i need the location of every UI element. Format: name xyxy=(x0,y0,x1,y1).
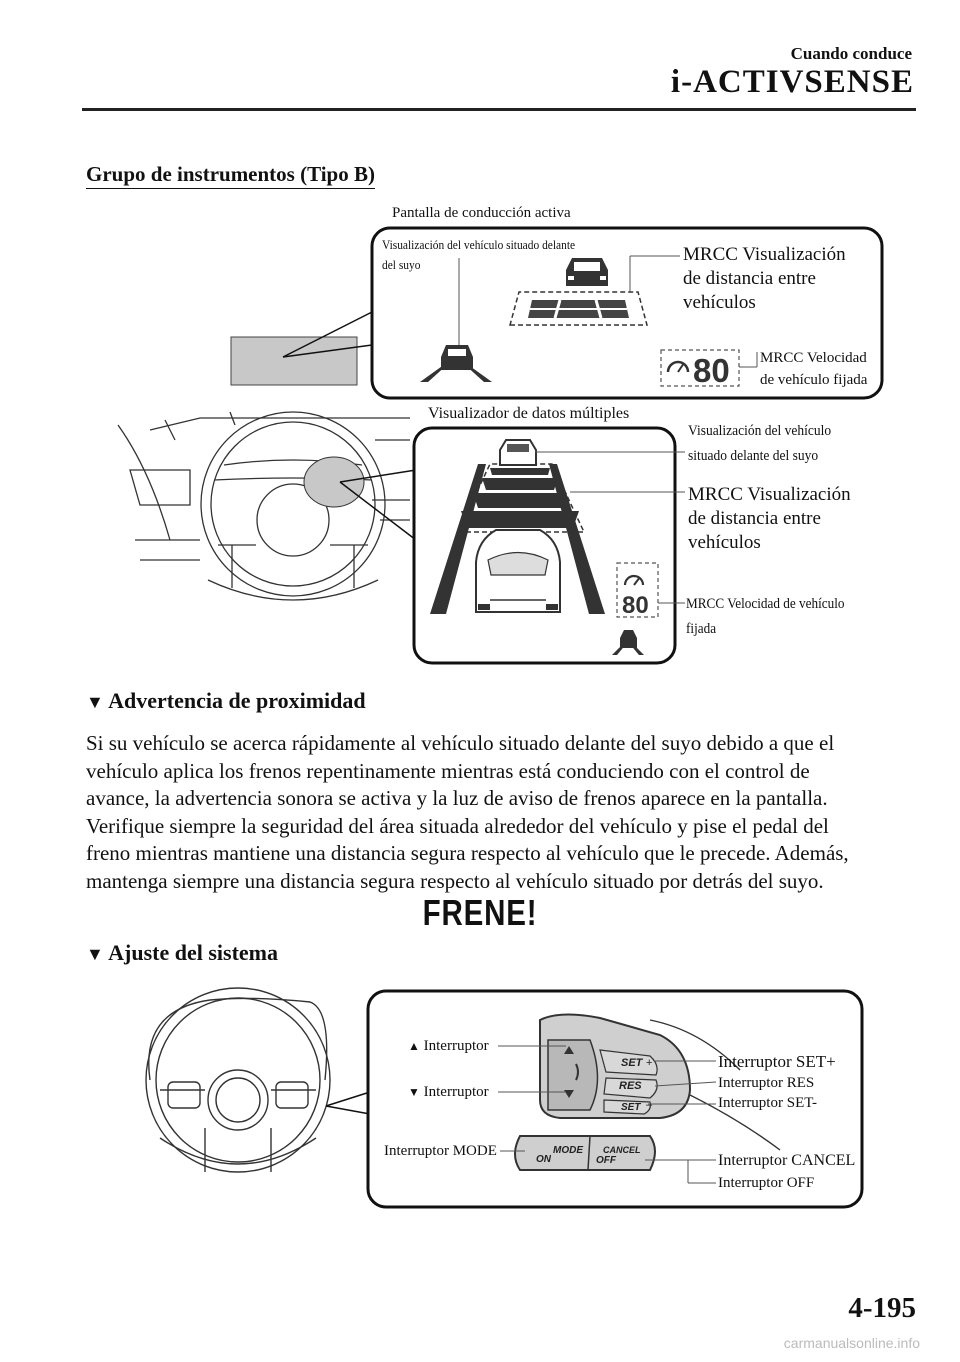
label-mid-speed-2: fijada xyxy=(686,621,717,637)
svg-text:SET: SET xyxy=(621,1102,641,1113)
svg-text:–: – xyxy=(646,1099,653,1111)
hud-car-ahead xyxy=(566,258,608,286)
triangle-down-icon: ▼ xyxy=(408,1085,420,1099)
proximity-line: vehículo aplica los frenos repentinamente mientras está conduciendo con el control de xyxy=(86,758,810,783)
svg-text:ON: ON xyxy=(536,1154,551,1165)
multi-display-spot xyxy=(304,457,364,507)
proximity-line: avance, la advertencia sonora se activa y la luz de aviso de frenos aparece en la pantalla. xyxy=(86,786,828,810)
heading-proximity xyxy=(86,688,366,714)
label-off: Interruptor OFF xyxy=(718,1175,815,1191)
page-title: Grupo de instrumentos (Tipo B) xyxy=(86,162,375,189)
label-switch-down-text: Interruptor xyxy=(423,1084,489,1100)
label-cancel: Interruptor CANCEL xyxy=(718,1152,856,1169)
proximity-line: mantenga siempre una distancia segura respecto al vehículo situado por detrás del suyo. xyxy=(86,868,824,893)
hud-speed-value: 80 xyxy=(693,352,730,389)
sw-leader-bottom xyxy=(326,1106,370,1114)
svg-text:RES: RES xyxy=(619,1080,642,1092)
label-mid-distance-2: de distancia entre xyxy=(688,508,821,529)
proximity-line: Verifique siempre la seguridad del área situada alrededor del vehículo y pise el pedal del xyxy=(86,813,829,838)
svg-text:MODE: MODE xyxy=(553,1145,583,1156)
svg-text:CANCEL: CANCEL xyxy=(603,1145,641,1155)
triangle-up-icon: ▲ xyxy=(408,1039,420,1053)
label-mid-distance-3: vehículos xyxy=(688,532,761,553)
label-mid-speed-1: MRCC Velocidad de vehículo xyxy=(686,596,845,612)
label-mid-vehicle-ahead-1: Visualización del vehículo xyxy=(688,423,832,439)
triangle-down-icon: ▼ xyxy=(86,944,104,964)
proximity-line: Si su vehículo se acerca rápidamente al vehículo situado delante del suyo debido a que el xyxy=(86,731,835,755)
label-switch-down xyxy=(408,1083,489,1102)
svg-text:OFF: OFF xyxy=(596,1155,616,1166)
sw-leader-top xyxy=(326,1092,370,1106)
mode-cancel-panel xyxy=(515,1136,655,1170)
svg-text:+: + xyxy=(646,1057,653,1069)
proximity-paragraph xyxy=(86,730,926,895)
label-switch-up xyxy=(408,1037,489,1056)
svg-text:SET: SET xyxy=(621,1057,643,1069)
mid-own-car xyxy=(476,530,560,612)
label-switch-up-text: Interruptor xyxy=(423,1038,489,1054)
mid-leader-bottom xyxy=(340,482,416,540)
hud-source-box xyxy=(231,337,357,385)
label-hud-vehicle-ahead-1: Visualización del vehículo situado delante xyxy=(382,237,576,252)
label-set-plus: Interruptor SET+ xyxy=(718,1052,836,1071)
label-mid-distance-1: MRCC Visualización xyxy=(688,484,851,505)
footer-watermark: carmanualsonline.info xyxy=(783,1335,920,1351)
proximity-line: freno mientras mantiene una distancia segura respecto al vehículo que le precede. Además, xyxy=(86,841,849,865)
label-active-display: Pantalla de conducción activa xyxy=(392,205,571,221)
steering-wheel-drawing xyxy=(146,988,330,1172)
page-number: 4-195 xyxy=(848,1292,916,1324)
heading-proximity-text: Advertencia de proximidad xyxy=(108,688,366,713)
label-multi-display: Visualizador de datos múltiples xyxy=(428,405,630,422)
mid-car-ahead xyxy=(500,440,536,465)
label-mid-vehicle-ahead-2: situado delante del suyo xyxy=(688,448,819,464)
label-hud-vehicle-ahead-2: del suyo xyxy=(382,257,421,272)
label-hud-speed-1: MRCC Velocidad xyxy=(760,350,867,366)
label-hud-distance-2: de distancia entre xyxy=(683,268,816,289)
section-title: i-ACTIVSENSE xyxy=(670,64,914,100)
mid-speed-value: 80 xyxy=(622,592,649,619)
triangle-down-icon: ▼ xyxy=(86,692,104,712)
heading-system-text: Ajuste del sistema xyxy=(108,940,278,965)
heading-system xyxy=(86,940,278,966)
label-res: Interruptor RES xyxy=(718,1075,815,1091)
label-hud-distance-3: vehículos xyxy=(683,292,756,313)
label-set-minus: Interruptor SET- xyxy=(718,1095,818,1111)
dashboard-drawing xyxy=(118,412,410,600)
label-mode-switch: Interruptor MODE xyxy=(384,1143,497,1159)
brake-warning-text: FRENE! xyxy=(422,892,538,933)
label-hud-distance-1: MRCC Visualización xyxy=(683,244,846,265)
label-hud-speed-2: de vehículo fijada xyxy=(760,372,868,388)
chapter-title: Cuando conduce xyxy=(790,44,912,63)
